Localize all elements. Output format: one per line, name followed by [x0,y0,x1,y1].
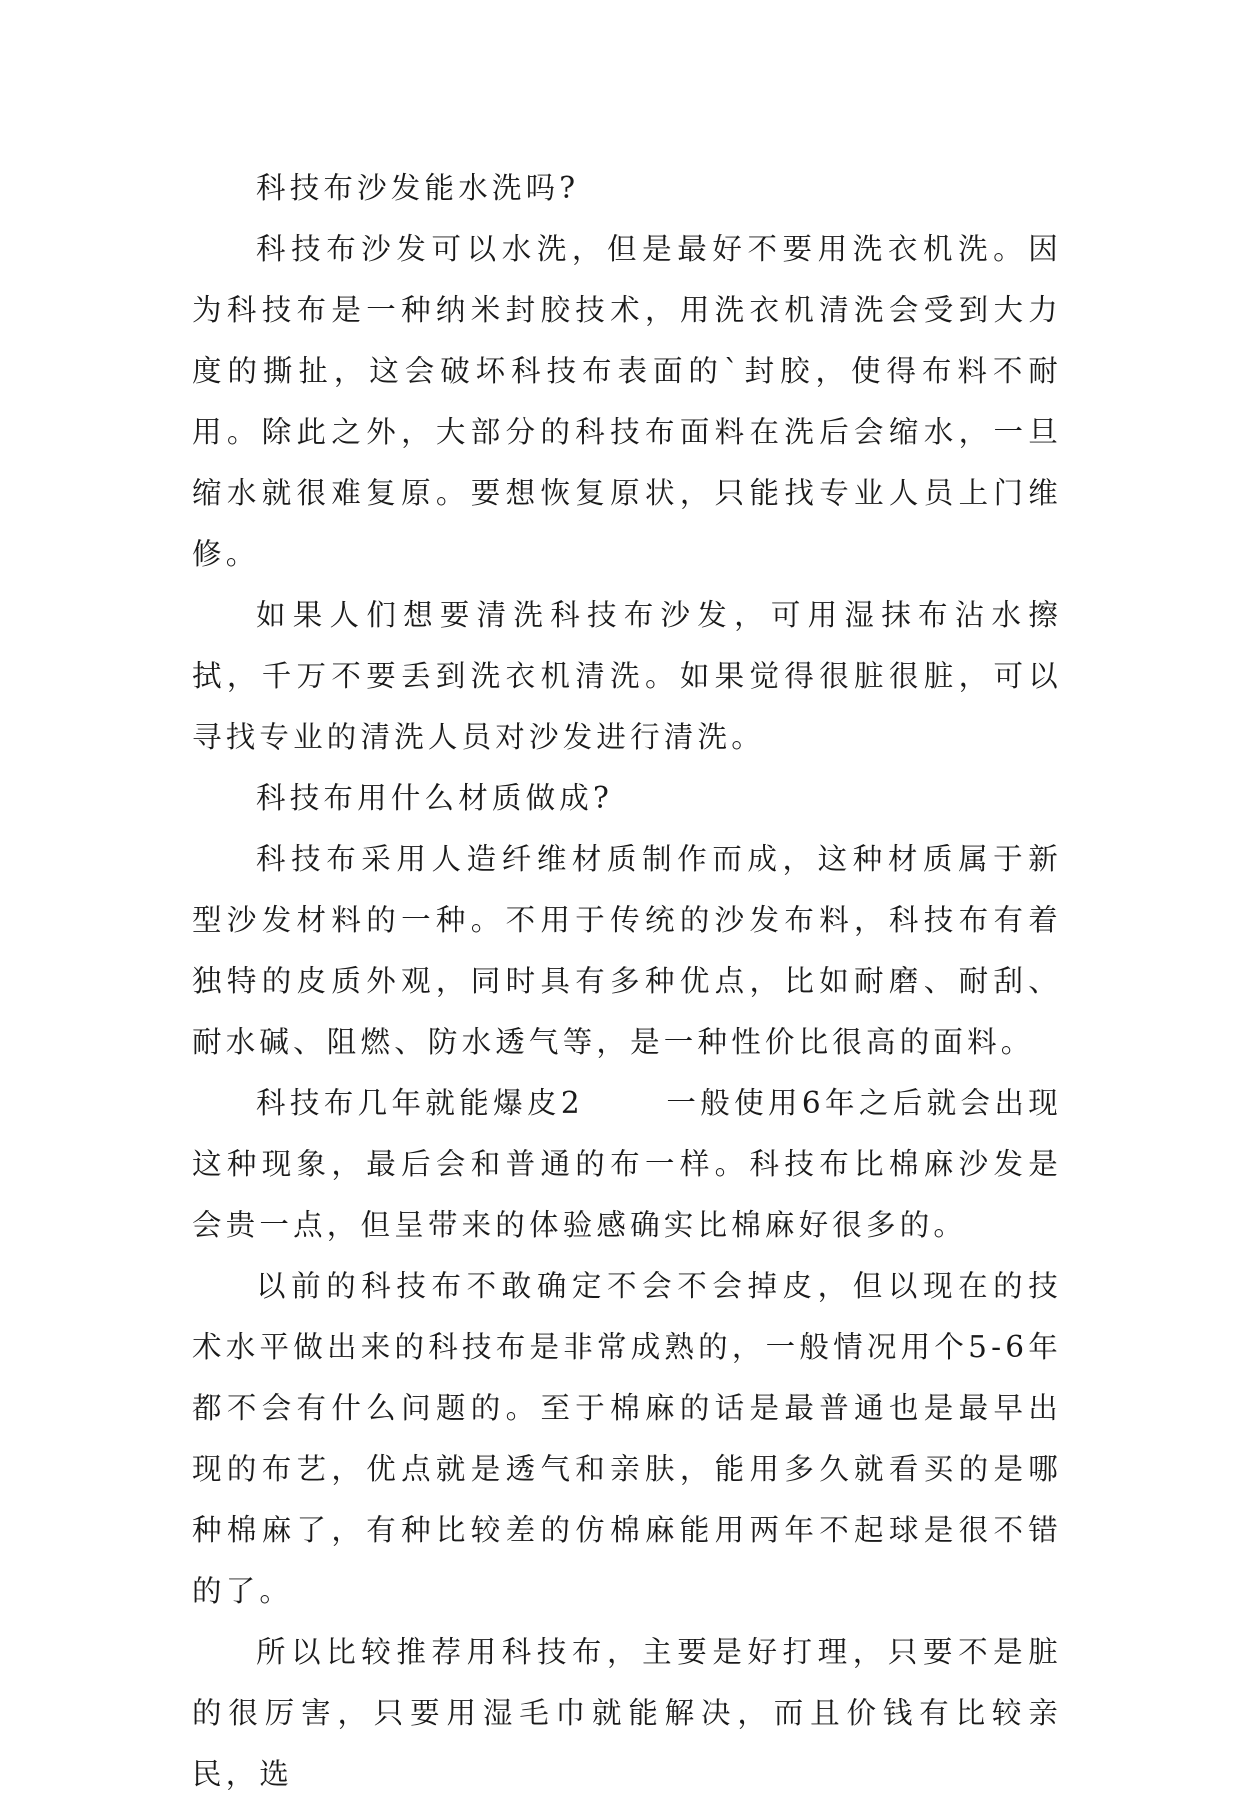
paragraph-durability-comparison: 以前的科技布不敢确定不会不会掉皮，但以现在的技术水平做出来的科技布是非常成熟的，一般情况用个5-6年都不会有什么问题的。至于棉麻的话是最普通也是最早出现的布艺，优点就是透气和亲肤，能用多久就看买的是哪种棉麻了，有种比较差的仿棉麻能用两年不起球是很不错的了。 [192,1269,1062,1608]
heading-material: 科技布用什么材质做成? [256,781,614,815]
paragraph-washing-explanation: 科技布沙发可以水洗，但是最好不要用洗衣机洗。因为科技布是一种纳米封胶技术，用洗衣机清洗会受到大力度的撕扯，这会破坏科技布表面的`封胶，使得布料不耐用。除此之外，大部分的科技布面料在洗后会缩水，一旦缩水就很难复原。要想恢复原状，只能找专业人员上门维修。 [192,232,1062,571]
document-body [192,158,1062,1805]
paragraph-cleaning-advice: 如果人们想要清洗科技布沙发，可用湿抹布沾水擦拭，千万不要丢到洗衣机清洗。如果觉得很脏很脏，可以寻找专业的清洗人员对沙发进行清洗。 [192,598,1062,754]
heading-washable: 科技布沙发能水洗吗? [256,171,580,205]
paragraph-recommendation: 所以比较推荐用科技布，主要是好打理，只要不是脏的很厉害，只要用湿毛巾就能解决，而且价钱有比较亲民，选 [192,1635,1062,1791]
paragraph-material-description: 科技布采用人造纤维材质制作而成，这种材质属于新型沙发材料的一种。不用于传统的沙发布料，科技布有着独特的皮质外观，同时具有多种优点，比如耐磨、耐刮、耐水碱、阻燃、防水透气等，是一种性价比很高的面料。 [192,842,1062,1059]
paragraph-peeling-years: 科技布几年就能爆皮2 一般使用6年之后就会出现这种现象，最后会和普通的布一样。科技布比棉麻沙发是会贵一点，但呈带来的体验感确实比棉麻好很多的。 [192,1086,1062,1242]
